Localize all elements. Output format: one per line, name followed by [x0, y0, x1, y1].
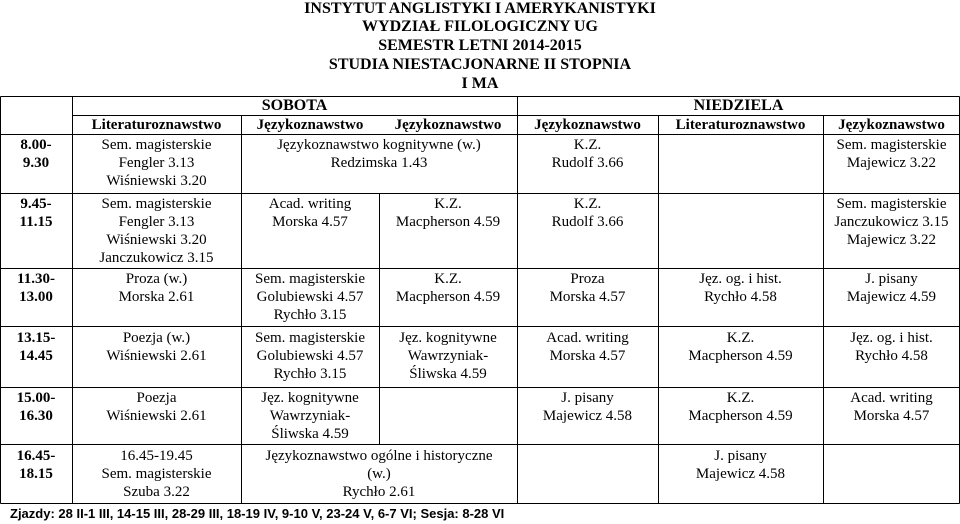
- column-header: Literaturoznawstwo: [675, 117, 806, 133]
- class-cell: K.Z. Macpherson 4.59: [395, 196, 501, 230]
- column-header: Językoznawstwo: [838, 117, 945, 133]
- class-cell: Sem. magisterskie Fengler 3.13 Wiśniewski 3.20 Janczukowicz 3.15: [99, 196, 214, 266]
- day-sunday: NIEDZIELA: [693, 97, 784, 114]
- class-cell: Jęz. og. i hist. Rychło 4.58: [699, 271, 782, 305]
- time-slot: 16.45- 18.15: [16, 448, 56, 482]
- class-cell: J. pisany Majewicz 4.59: [846, 271, 937, 305]
- institute-title: INSTYTUT ANGLISTYKI I AMERYKANISTYKI: [304, 0, 656, 17]
- time-slot: 13.15- 14.45: [16, 330, 56, 364]
- class-cell: K.Z. Rudolf 3.66: [551, 196, 624, 230]
- class-cell: Sem. magisterskie Golubiewski 4.57 Rychło 3.15: [255, 271, 365, 323]
- study-mode-title: STUDIA NIESTACJONARNE II STOPNIA: [328, 56, 632, 73]
- class-cell: Jęz. og. i hist. Rychło 4.58: [850, 330, 933, 364]
- class-cell: Acad. writing Morska 4.57: [546, 330, 629, 364]
- time-slot: 8.00- 9.30: [20, 137, 52, 171]
- class-cell: Proza (w.) Morska 2.61: [118, 271, 195, 305]
- class-cell: K.Z. Rudolf 3.66: [551, 137, 624, 171]
- day-saturday: SOBOTA: [261, 97, 328, 114]
- time-slot: 11.30- 13.00: [17, 271, 55, 305]
- time-slot: 15.00- 16.30: [16, 390, 56, 424]
- class-cell: Proza Morska 4.57: [549, 271, 626, 305]
- year-title: I MA: [461, 75, 499, 92]
- column-header: Językoznawstwo: [394, 117, 502, 133]
- column-header: Literaturoznawstwo: [91, 117, 222, 133]
- time-slot: 9.45- 11.15: [19, 196, 53, 230]
- column-header: Językoznawstwo: [256, 117, 364, 133]
- class-cell: Poezja Wiśniewski 2.61: [106, 390, 207, 424]
- faculty-title: WYDZIAŁ FILOLOGICZNY UG: [362, 18, 598, 35]
- class-cell: Sem. magisterskie Fengler 3.13 Wiśniewski 3.20: [101, 137, 212, 189]
- class-cell: Jęz. kognitywne Wawrzyniak- Śliwska 4.59: [399, 330, 497, 382]
- column-header: Językoznawstwo: [534, 117, 641, 133]
- class-cell: J. pisany Majewicz 4.58: [695, 448, 786, 482]
- class-cell: J. pisany Majewicz 4.58: [542, 390, 633, 424]
- class-cell: Sem. magisterskie Majewicz 3.22: [836, 137, 947, 171]
- semester-title: SEMESTR LETNI 2014-2015: [378, 37, 582, 54]
- class-cell: Sem. magisterskie Janczukowicz 3.15 Majewicz 3.22: [834, 196, 949, 248]
- class-cell: Językoznawstwo kognitywne (w.) Redzimska 1.43: [277, 137, 481, 171]
- class-cell: K.Z. Macpherson 4.59: [688, 330, 793, 364]
- class-cell: Acad. writing Morska 4.57: [268, 196, 352, 230]
- class-cell: 16.45-19.45 Sem. magisterskie Szuba 3.22: [101, 448, 212, 500]
- class-cell: Acad. writing Morska 4.57: [850, 390, 933, 424]
- class-cell: Językoznawstwo ogólne i historyczne (w.) Rychło 2.61: [265, 448, 493, 500]
- class-cell: K.Z. Macpherson 4.59: [688, 390, 793, 424]
- sessions-footer: Zjazdy: 28 II-1 III, 14-15 III, 28-29 III, 18-19 IV, 9-10 V, 23-24 V, 6-7 VI; Sesja: 8-28 VI: [10, 506, 505, 521]
- class-cell: Poezja (w.) Wiśniewski 2.61: [106, 330, 207, 364]
- class-cell: Sem. magisterskie Golubiewski 4.57 Rychło 3.15: [255, 330, 365, 382]
- class-cell: Jęz. kognitywne Wawrzyniak- Śliwska 4.59: [261, 390, 359, 442]
- class-cell: K.Z. Macpherson 4.59: [395, 271, 501, 305]
